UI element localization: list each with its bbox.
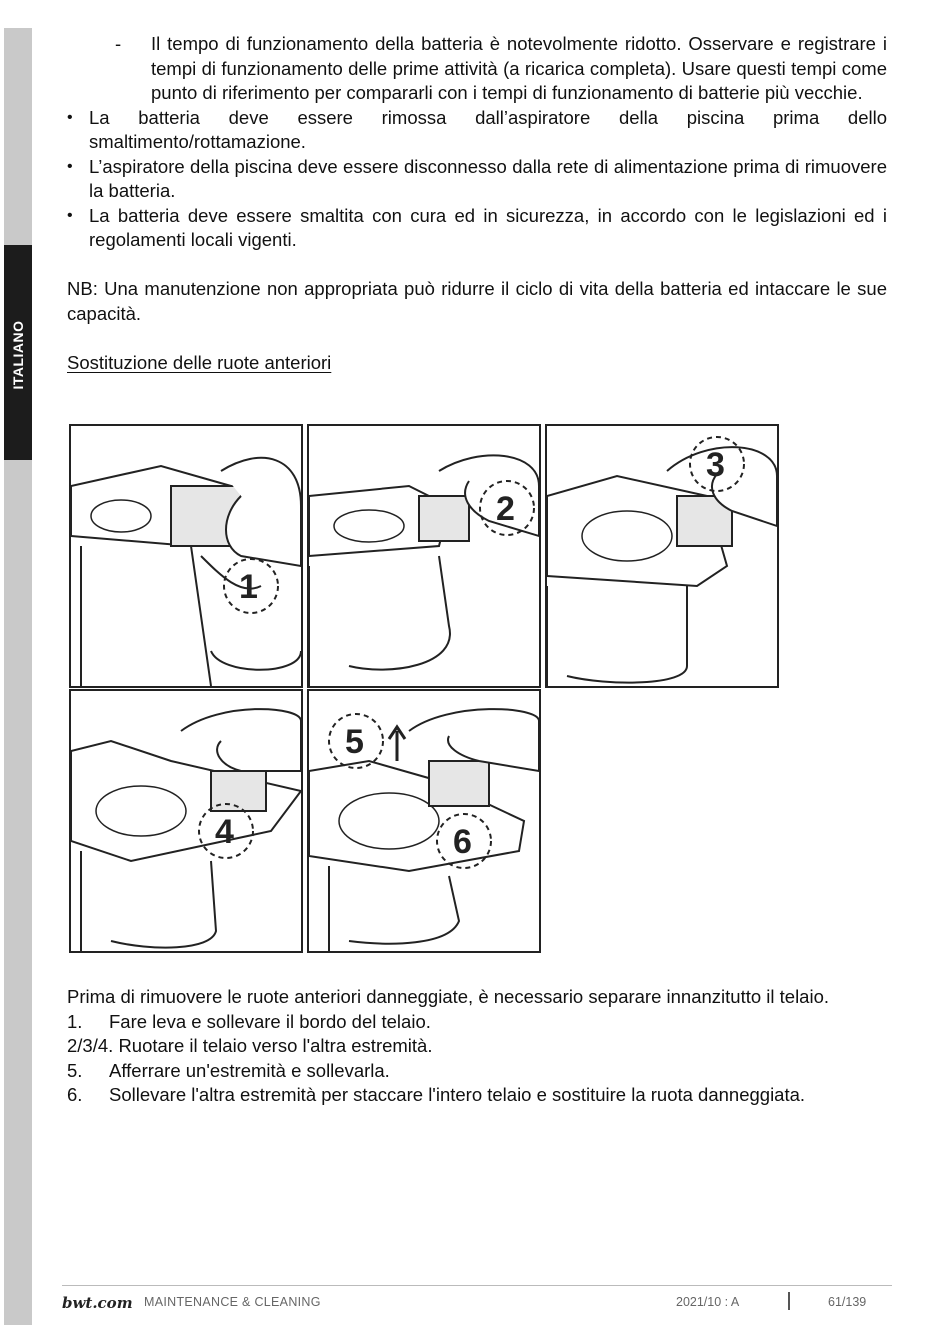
- bullet-list-item: [67, 204, 887, 253]
- step-figure-4: [69, 689, 303, 953]
- bullet-list-item: [67, 106, 887, 155]
- footer-revision: 2021/10 : A: [676, 1295, 740, 1309]
- bullet-marker: •: [67, 157, 73, 175]
- step-text-body: Sollevare l'altra estremità per staccare l'intero telaio e sostituire la ruota danneggiata.: [109, 1084, 806, 1105]
- step-number: 1: [239, 568, 258, 606]
- step-figure-1: [69, 424, 303, 688]
- step-figure-3: [545, 424, 779, 688]
- language-tab-label: ITALIANO: [10, 320, 26, 390]
- step-text: Ruotare il telaio verso l'altra estremità.: [118, 1035, 433, 1056]
- bullet-list-item: [67, 155, 887, 204]
- footer-divider: [788, 1292, 790, 1310]
- body-text: [67, 32, 887, 375]
- maintenance-note: NB: Una manutenzione non appropriata può ridurre il ciclo di vita della batteria ed intaccare le sue capacità.: [67, 278, 887, 324]
- dash-marker: -: [115, 33, 122, 54]
- step-number: 3: [706, 446, 725, 484]
- step-num: 2/3/4.: [67, 1035, 114, 1056]
- step-illustration: [309, 426, 539, 686]
- dash-list-item: [67, 32, 887, 106]
- instruction-step: [67, 1059, 887, 1084]
- step-num: 5.: [67, 1059, 83, 1081]
- step-figure-2: [307, 424, 541, 688]
- step-text: Afferrare un'estremità e sollevarla.: [109, 1059, 390, 1081]
- side-strip: [4, 28, 32, 1325]
- step-number: 4: [215, 813, 234, 851]
- instruction-step: [67, 1083, 887, 1108]
- section-heading: Sostituzione delle ruote anteriori: [67, 351, 332, 373]
- step-text: Fare leva e sollevare il bordo del telaio.: [109, 1010, 431, 1032]
- step-illustration: [547, 426, 777, 686]
- step-text: [67, 1083, 887, 1108]
- step-figure-5-6: [307, 689, 541, 953]
- step-illustration: [71, 426, 301, 686]
- bullet-marker: •: [67, 206, 73, 224]
- step-number: 5: [345, 723, 364, 761]
- step-number: 6: [453, 823, 472, 861]
- bullet-marker: •: [67, 108, 73, 126]
- step-illustration: [71, 691, 301, 951]
- instruction-step: [67, 1010, 887, 1035]
- footer-section: MAINTENANCE & CLEANING: [144, 1295, 321, 1309]
- step-num: 6.: [67, 1084, 83, 1105]
- bullet-text: La batteria deve essere rimossa dall’aspiratore della piscina prima dello smaltimento/rottamazione.: [89, 106, 887, 152]
- brand-logo: bwt.com: [62, 1294, 133, 1312]
- step-number: 2: [496, 490, 515, 528]
- instructions-intro: Prima di rimuovere le ruote anteriori danneggiate, è necessario separare innanzitutto il telaio.: [67, 986, 830, 1007]
- page-footer: [62, 1285, 892, 1316]
- step-num: 1.: [67, 1010, 83, 1032]
- bullet-text: La batteria deve essere smaltita con cura ed in sicurezza, in accordo con le legislazioni ed i regolamenti locali vigenti.: [89, 204, 887, 250]
- page-number: 61/139: [828, 1295, 867, 1309]
- step-illustration: [309, 691, 539, 951]
- dash-item-text: Il tempo di funzionamento della batteria è notevolmente ridotto. Osservare e registrare i tempi di funzionamento delle prime attività (a ricarica completa). Usare questi tempi come punto di riferimento per compararli con i tempi di funzionamento di batterie più vecchie.: [151, 33, 887, 103]
- instruction-step: [67, 1034, 887, 1059]
- instructions: [67, 985, 887, 1108]
- bullet-text: L’aspiratore della piscina deve essere disconnesso dalla rete di alimentazione prima di rimuovere la batteria.: [89, 155, 887, 201]
